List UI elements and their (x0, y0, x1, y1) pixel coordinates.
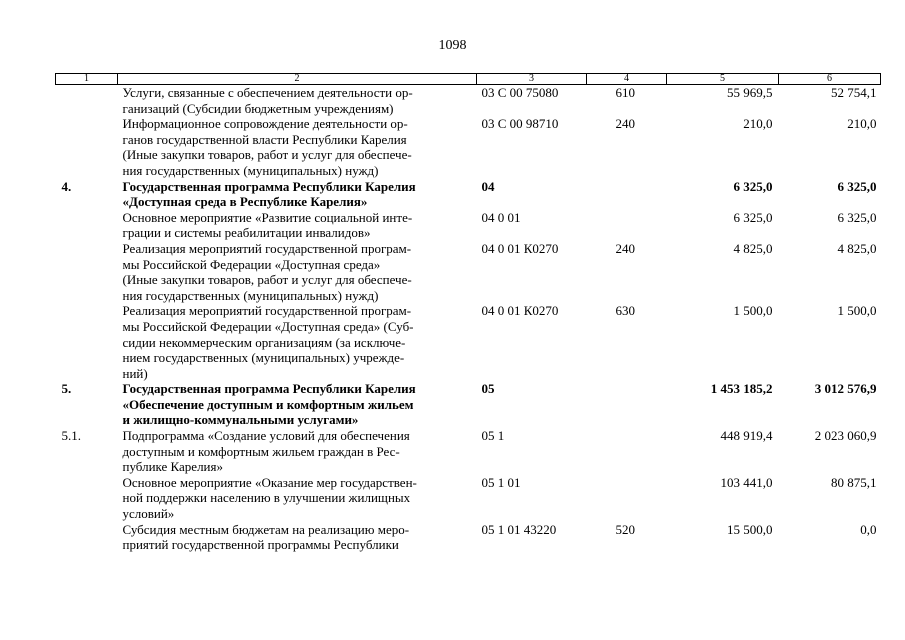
amount-column-6: 2 023 060,9 (814, 428, 877, 444)
row-description (118, 475, 477, 522)
row-description (118, 522, 477, 553)
description-line: Государственная программа Республики Карелия (122, 381, 416, 397)
expense-type-code: 610 (615, 85, 635, 100)
column-header: 3 (477, 74, 587, 85)
expense-type-code (587, 428, 667, 475)
row-number (56, 241, 118, 303)
row-number (56, 116, 118, 178)
row-number: 5. (61, 381, 72, 397)
expense-type-code (587, 179, 667, 210)
amount-column-5: 6 325,0 (733, 209, 773, 225)
description-line: Реализация мероприятий государственной програм- (122, 240, 412, 256)
amount-column-5: 103 441,0 (720, 474, 773, 490)
description-line: Информационное сопровождение деятельности ор- (122, 116, 408, 132)
description-line: сидии некоммерческим организациям (за исключе- (122, 334, 406, 350)
row-number (56, 303, 118, 381)
amount-column-6: 52 754,1 (831, 85, 877, 100)
table-row (56, 303, 881, 381)
expense-type-code: 630 (615, 303, 635, 319)
description-line: ной поддержки населению в улучшении жилищных (122, 490, 411, 506)
row-description (118, 179, 477, 210)
amount-column-5: 1 500,0 (733, 303, 773, 319)
description-line: Подпрограмма «Создание условий для обеспечения (122, 428, 410, 444)
amount-column-6: 6 325,0 (837, 209, 877, 225)
target-article-code: 05 1 01 43220 (481, 521, 557, 537)
target-article-code: 03 С 00 75080 (481, 85, 559, 100)
description-line: (Иные закупки товаров, работ и услуг для обеспече- (122, 272, 412, 288)
description-line: и жилищно-коммунальными услугами» (122, 412, 359, 428)
column-header: 6 (779, 74, 881, 85)
description-line: публике Карелия» (122, 459, 223, 475)
description-line: нием государственных (муниципальных) учрежде- (122, 350, 405, 366)
amount-column-5: 210,0 (743, 116, 773, 132)
table-row (56, 522, 881, 553)
expense-type-code (587, 475, 667, 522)
table-row (56, 210, 881, 241)
target-article-code: 05 1 (481, 428, 505, 444)
amount-column-5: 55 969,5 (727, 85, 773, 100)
table-row (56, 116, 881, 178)
description-line: «Обеспечение доступным и комфортным жильем (122, 396, 414, 412)
amount-column-6: 3 012 576,9 (814, 381, 877, 397)
target-article-code: 05 (481, 381, 495, 397)
row-description (118, 428, 477, 475)
amount-column-6: 1 500,0 (837, 303, 877, 319)
amount-column-6: 0,0 (860, 521, 877, 537)
row-number (56, 210, 118, 241)
expense-type-code: 520 (615, 521, 635, 537)
description-line: условий» (122, 506, 175, 522)
amount-column-5: 1 453 185,2 (710, 381, 773, 397)
amount-column-5: 6 325,0 (733, 178, 773, 194)
row-description (118, 303, 477, 381)
description-line: мы Российской Федерации «Доступная среда» (122, 256, 381, 272)
amount-column-6: 6 325,0 (837, 178, 877, 194)
row-number: 4. (61, 178, 72, 194)
target-article-code: 04 0 01 К0270 (481, 303, 559, 319)
row-number: 5.1. (61, 428, 81, 444)
description-line: Услуги, связанные с обеспечением деятельности ор- (122, 85, 413, 100)
row-description (118, 381, 477, 428)
column-header-row (56, 74, 881, 85)
table-row (56, 179, 881, 210)
table-row (56, 428, 881, 475)
amount-column-5: 448 919,4 (720, 428, 773, 444)
page-number: 1098 (438, 38, 467, 53)
description-line: ния государственных (муниципальных) нужд) (122, 162, 379, 178)
column-header: 5 (667, 74, 779, 85)
row-description (118, 85, 477, 117)
description-line: (Иные закупки товаров, работ и услуг для обеспече- (122, 147, 412, 163)
target-article-code: 04 (481, 178, 495, 194)
amount-column-6: 210,0 (847, 116, 877, 132)
description-line: ний) (122, 365, 148, 381)
description-line: грации и системы реабилитации инвалидов» (122, 225, 371, 241)
amount-column-5: 4 825,0 (733, 240, 773, 256)
expense-type-code: 240 (615, 240, 635, 256)
table-row (56, 381, 881, 428)
description-line: ния государственных (муниципальных) нужд) (122, 287, 379, 303)
amount-column-6: 4 825,0 (837, 240, 877, 256)
description-line: мы Российской Федерации «Доступная среда» (Суб- (122, 318, 414, 334)
expense-type-code: 240 (615, 116, 635, 132)
row-description (118, 116, 477, 178)
row-number (56, 475, 118, 522)
target-article-code: 04 0 01 К0270 (481, 240, 559, 256)
description-line: ганизаций (Субсидии бюджетным учреждениям) (122, 100, 394, 116)
row-description (118, 241, 477, 303)
table-row (56, 85, 881, 117)
row-number (56, 522, 118, 553)
description-line: Субсидия местным бюджетам на реализацию меро- (122, 521, 410, 537)
description-line: ганов государственной власти Республики Карелия (122, 131, 407, 147)
row-description (118, 210, 477, 241)
amount-column-6: 80 875,1 (831, 474, 877, 490)
description-line: Основное мероприятие «Развитие социальной инте- (122, 209, 413, 225)
description-line: Государственная программа Республики Карелия (122, 178, 416, 194)
table-body (56, 85, 881, 553)
target-article-code: 03 С 00 98710 (481, 116, 559, 132)
table-row (56, 241, 881, 303)
table-row (56, 475, 881, 522)
column-header: 2 (118, 74, 477, 85)
budget-table (55, 73, 881, 553)
description-line: Реализация мероприятий государственной програм- (122, 303, 412, 319)
description-line: Основное мероприятие «Оказание мер государствен- (122, 474, 417, 490)
description-line: доступным и комфортным жильем граждан в Рес- (122, 443, 400, 459)
description-line: приятий государственной программы Республики (122, 537, 399, 553)
target-article-code: 04 0 01 (481, 209, 521, 225)
expense-type-code (587, 210, 667, 241)
expense-type-code (587, 381, 667, 428)
target-article-code: 05 1 01 (481, 474, 521, 490)
amount-column-5: 15 500,0 (727, 521, 773, 537)
column-header: 4 (587, 74, 667, 85)
row-number (56, 85, 118, 117)
column-header: 1 (56, 74, 118, 85)
description-line: «Доступная среда в Республике Карелия» (122, 194, 368, 210)
